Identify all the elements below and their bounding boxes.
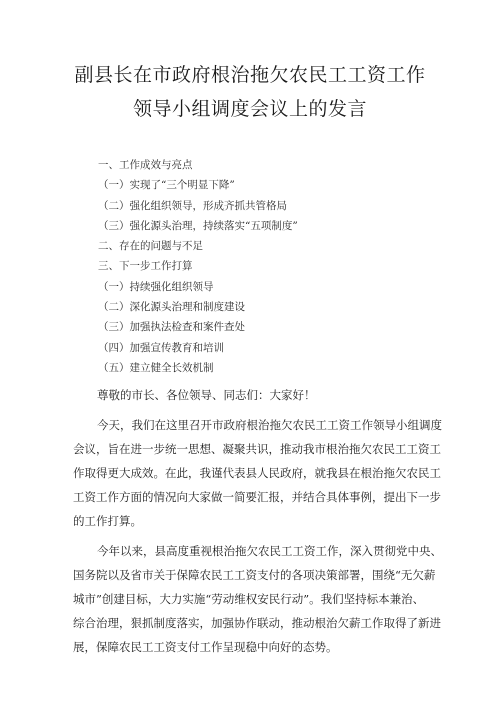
outline-item: （二）强化组织领导，形成齐抓共管格局 — [98, 199, 287, 212]
document-title-line-1: 副县长在市政府根治拖欠农民工工资工作 — [74, 64, 426, 86]
paragraph-2 — [73, 539, 442, 659]
paragraph-line: 今天，我们在这里召开市政府根治拖欠农民工工资工作领导小组调度 — [97, 418, 442, 432]
outline-item: 三、下一步工作打算 — [98, 260, 193, 273]
paragraph-line: 展，保障农民工工资支付工作呈现稳中向好的态势。 — [73, 640, 338, 654]
paragraph-line: 国务院以及省市关于保障农民工工资支付的各项决策部署，围绕“无欠薪 — [73, 568, 436, 582]
paragraph-line: 今年以来，县高度重视根治拖欠农民工工资工作，深入贯彻党中央、 — [97, 544, 442, 558]
speech-body — [73, 383, 442, 659]
outline-item: 二、存在的问题与不足 — [98, 240, 203, 253]
outline-item: （一）实现了“三个明显下降” — [98, 179, 235, 192]
outline-item: （五）建立健全长效机制 — [98, 361, 214, 374]
outline-list — [98, 155, 298, 378]
outline-item: （二）深化源头治理和制度建设 — [98, 301, 245, 314]
paragraph-line: 城市”创建目标，大力实施“劳动维权安民行动”。我们坚持标本兼治、 — [73, 592, 425, 606]
outline-item: （三）加强执法检查和案件查处 — [98, 321, 245, 334]
document-title-line-2: 领导小组调度会议上的发言 — [132, 98, 367, 120]
paragraph-line: 工资工作方面的情况向大家做一简要汇报，并结合具体事例，提出下一步 — [73, 490, 441, 504]
outline-item: （四）加强宣传教育和培训 — [98, 341, 224, 354]
paragraph-line: 会议，旨在进一步统一思想、凝聚共识，推动我市根治拖欠农民工工资工 — [73, 442, 441, 456]
greeting: 尊敬的市长、各位领导、同志们：大家好！ — [97, 388, 316, 402]
paragraph-line: 的工作打算。 — [73, 514, 142, 528]
paragraph-1 — [73, 413, 442, 533]
outline-item: （一）持续强化组织领导 — [98, 280, 214, 293]
outline-item: 一、工作成效与亮点 — [98, 159, 193, 171]
paragraph-line: 作取得更大成效。在此，我谨代表县人民政府，就我县在根治拖欠农民工 — [73, 466, 441, 480]
paragraph-line: 综合治理，狠抓制度落实，加强协作联动，推动根治欠薪工作取得了新进 — [73, 616, 441, 630]
outline-item: （三）强化源头治理，持续落实“五项制度” — [98, 219, 298, 232]
